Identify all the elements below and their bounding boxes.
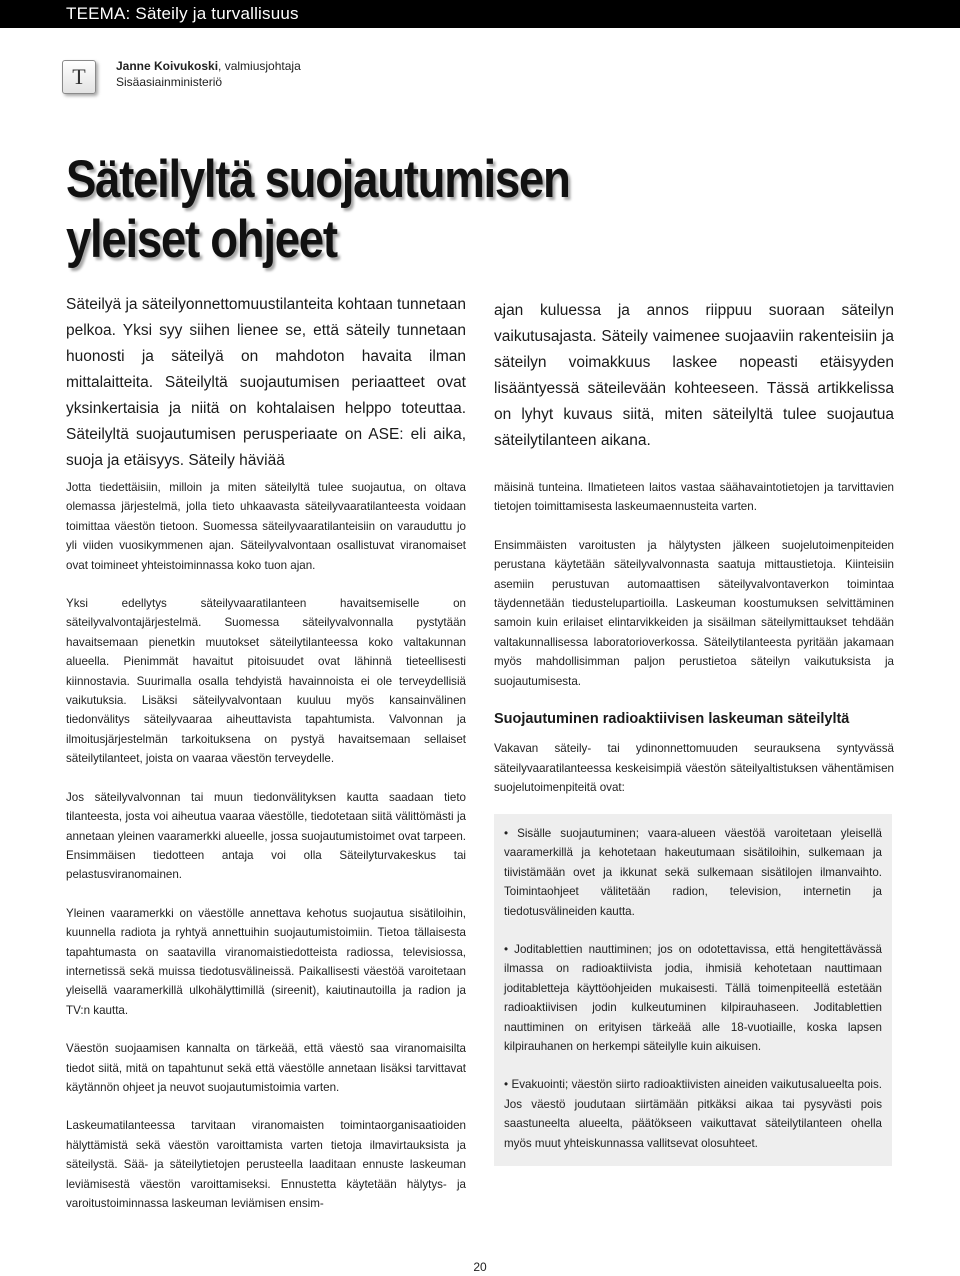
subheading: Suojautuminen radioaktiivisen laskeuman säteilyltä bbox=[494, 711, 850, 728]
measures-box bbox=[494, 814, 892, 1166]
lead-paragraph-right: ajan kuluessa ja annos riippuu suoraan säteilyn vaikutusajasta. Säteily vaimenee suojaaviin rakenteisiin ja säteilyn voimakkuus laskee nopeasti etäisyyden lisääntyessä säteilevään kohteeseen. Tässä artikkelissa on lyhyt kuvaus siitä, miten säteilyltä tulee suojautua säteilytilanteen aikana. bbox=[494, 302, 894, 449]
page-number: 20 bbox=[473, 1260, 487, 1274]
body-paragraph: mäisinä tunteina. Ilmatieteen laitos vastaa säähavaintotietojen ja tarvittavien tietojen toimittamisesta laskeumaennusteita varten. bbox=[494, 481, 894, 514]
body-column-left bbox=[66, 478, 466, 1232]
section-header-bar bbox=[0, 0, 960, 28]
body-paragraph: Yleinen vaaramerkki on väestölle annettava kehotus suojautua sisätiloihin, kuunnella radiota ja ryhtyä annettuihin suojautumistoimiin. Tietoa tällaisesta tapahtumasta on saatavilla viranomaistiedotteista radiossa, televisiossa, internetissä sekä muissa tiedotusvälineissä. Paikallisesti väestöä varoitetaan yleisellä vaaramerkillä ulkohälyttimillä (sireenit), kaiutinautoilla ja radion ja TV:n kautta. bbox=[66, 906, 466, 1017]
section-label: TEEMA: Säteily ja turvallisuus bbox=[66, 4, 299, 23]
author-name: Janne Koivukoski bbox=[116, 59, 219, 73]
subheading-intro: Vakavan säteily- tai ydinonnettomuuden seurauksena syntyvässä säteilyvaaratilanteessa keskeisimpiä väestön säteilyaltistuksen vähentämisen suojelutoimenpiteitä ovat: bbox=[494, 742, 894, 795]
lead-paragraph-left: Säteilyä ja säteilyonnettomuustilanteita kohtaan tunnetaan pelkoa. Yksi syy siihen lienee se, että säteily tunnetaan huonosti ja säteilyä on mahdoton havaita ilman mittalaitteita. Säteilyltä suojautumisen periaatteet ovat yksinkertaisia ja niitä on kohtalaisen helppo toteuttaa. Säteilyltä suojautumisen perusperiaate on ASE: eli aika, suoja ja etäisyys. Säteily häviää bbox=[66, 296, 466, 469]
body-paragraph: Jotta tiedettäisiin, milloin ja miten säteilyltä tulee suojautua, on oltava olemassa järjestelmä, jolla tieto uhkaavasta säteilyvaaratilanteesta voidaan toimittaa väestön tietoon. Suomessa säteilyvaaratilanteisiin on varauduttu jo yli viiden vuosikymmenen ajan. Säteilyvalvontaan osallistuvat viranomaiset ovat toimineet yhteistoiminnassa koko tuon ajan. bbox=[66, 481, 466, 572]
bullet-item: • Sisälle suojautuminen; vaara-alueen väestöä varoitetaan yleisellä vaaramerkillä ja kehotetaan hakeutumaan sisätiloihin, sulkemaan ja tiivistämään ovet ja ikkunat sekä sulkemaan sisätilojen ilmanvaihto. Toimintaohjeet välitetään radion, television, internetin ja tiedotusvälineiden kautta. bbox=[504, 827, 882, 918]
bullet-item: • Evakuointi; väestön siirto radioaktiivisten aineiden vaikutusalueelta pois. Jos väestö joudutaan siirtämään pitkäksi aikaa tai pysyvästi pois saastuneelta alueelta, päätökseen vaikuttavat säteilytilanteen ohella myös muut yhteiskunnassa vallitsevat olosuhteet. bbox=[504, 1078, 882, 1150]
body-paragraph: Ensimmäisten varoitusten ja hälytysten jälkeen suojelutoimenpiteiden perustana käytetään säteilyvalvonnasta saatuja mittaustietoja. Kiinteisiin asemiin perustuvan automaattisen säteilyvalvontaverkon toimintaa täydennetään tiedustelupartioilla. Laskeuman koostumuksen selvittäminen samoin kuin erilaiset elintarvikkeiden ja sisäilman säteilymittaukset tehdään valtakunnallisessa laboratorioverkossa. Säteilytilanteesta pyritään jakamaan myös mahdollisimman paljon perustietoa säteilyn vaikutuksista ja suojautumisesta. bbox=[494, 538, 894, 688]
document-t-icon: T bbox=[62, 60, 96, 94]
title-line-1: Säteilyltä suojautumisen bbox=[66, 150, 570, 209]
body-paragraph: Väestön suojaamisen kannalta on tärkeää, että väestö saa viranomaisilta tiedot siitä, mitä on tapahtunut sekä että väestölle annetaan lisäksi tarvittavat käytännön ohjeet ja neuvot suojautumistoimia varten. bbox=[66, 1042, 466, 1094]
body-paragraph: Laskeumatilanteessa tarvitaan viranomaisten toimintaorganisaatioiden hälyttämistä sekä väestön varoittamista varten tietoja ilmavirtauksista ja säteilystä. Sää- ja säteilytietojen perusteella laaditaan ennuste laskeuman leviämisestä väestön varoittamiseksi. Ennustetta käytetään hälytys- ja varoitustoiminnassa laskeuman leviämisen ensim- bbox=[66, 1119, 466, 1210]
article-title bbox=[66, 150, 570, 270]
author-role: , valmiusjohtaja bbox=[218, 59, 301, 73]
author-org: Sisäasiainministeriö bbox=[116, 75, 223, 89]
author-block bbox=[116, 58, 301, 90]
bullet-item: • Joditablettien nauttiminen; jos on odotettavissa, että hengitettävässä ilmassa on radioaktiivista jodia, ihmisiä kehotetaan nauttimaan joditabletteja käyttöohjeiden mukaisesti. Tällä toimenpiteellä estetään radioaktiivisen jodin kulkeutuminen kilpirauhaseen. Joditablettien nauttiminen on erityisen tärkeää alle 18-vuotiaille, koska lapsen kilpirauhanen on herkempi säteilylle kuin aikuisen. bbox=[504, 943, 882, 1054]
body-paragraph: Yksi edellytys säteilyvaaratilanteen havaitsemiselle on säteilyvalvontajärjestelmä. Suomessa säteilyvalvonnalla pystytään havaitsemaan pienetkin muutokset säteilytilanteessa koko valtakunnan alueella. Pienimmät havaitut pitoisuudet ovat lähinnä tieteellisesti kiinnostavia. Suurimalla osalla tehdyistä havainnoista ei ole terveydellisiä vaikutuksia. Lisäksi säteilyvalvontaan kuuluu myös kansainvälinen tiedonvälitys säteilyvaaraa aiheuttavista tapahtumista. Valvonnan ja ilmoitusjärjestelmän tarkoituksena on pystyä havaitsemaan sellaiset säteilytilanteet, joista on vaaraa väestön terveydelle. bbox=[66, 597, 466, 766]
title-line-2: yleiset ohjeet bbox=[66, 210, 337, 269]
body-column-right bbox=[494, 478, 894, 817]
body-paragraph: Jos säteilyvalvonnan tai muun tiedonvälityksen kautta saadaan tieto tilanteesta, josta voi aiheutua vaaraa väestölle, tiedotetaan siitä välittömästi ja annetaan yleinen vaaramerkki alueelle, jossa suojautumistoimet ovat tarpeen. Ensimmäisen tiedotteen antaja voi olla Säteilyturvakeskus tai pelastusviranomainen. bbox=[66, 790, 466, 882]
